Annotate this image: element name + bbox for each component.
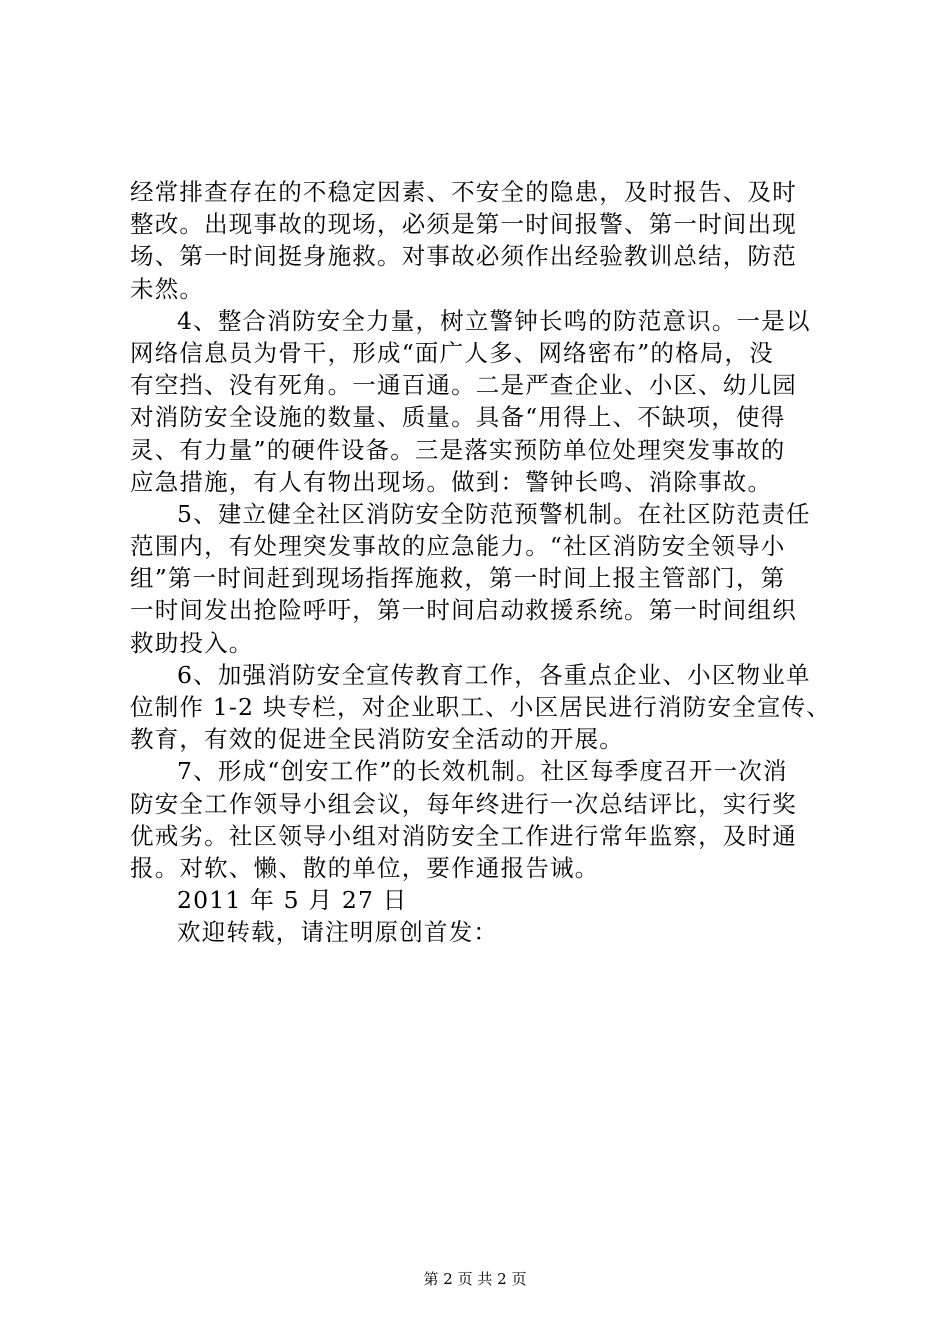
text-line: 网络信息员为骨干，形成“面广人多、网络密布”的格局，没 (130, 338, 774, 367)
text-line: 整改。出现事故的现场，必须是第一时间报警、第一时间出现 (130, 210, 797, 239)
text-line: 报。对软、懒、散的单位，要作通报告诫。 (130, 853, 600, 882)
text-line: 有空挡、没有死角。一通百通。二是严查企业、小区、幼儿园 (130, 371, 797, 400)
document-body (130, 176, 831, 949)
text-line: 对消防安全设施的数量、质量。具备“用得上、不缺项，使得 (130, 403, 786, 432)
text-line: 经常排查存在的不稳定因素、不安全的隐患，及时报告、及时 (130, 178, 797, 206)
text-line: 组”第一时间赶到现场指挥施救，第一时间上报主管部门，第 (130, 564, 786, 593)
text-line: 应急措施，有人有物出现场。做到：警钟长鸣、消除事故。 (130, 467, 773, 496)
text-line: 优戒劣。社区领导小组对消防安全工作进行常年监察，及时通 (130, 821, 797, 850)
text-line: 场、第一时间挺身施救。对事故必须作出经验教训总结，防范 (130, 242, 797, 271)
text-line: 4、整合消防安全力量，树立警钟长鸣的防范意识。一是以 (177, 306, 811, 335)
text-line: 救助投入。 (130, 628, 254, 657)
text-line: 欢迎转载，请注明原创首发： (177, 918, 499, 947)
text-line: 6、加强消防安全宣传教育工作，各重点企业、小区物业单 (177, 660, 811, 689)
text-line: 一时间发出抢险呼吁，第一时间启动救援系统。第一时间组织 (130, 596, 797, 625)
text-line: 7、形成“创安工作”的长效机制。社区每季度召开一次消 (177, 757, 788, 786)
text-line: 教育，有效的促进全民消防安全活动的开展。 (130, 725, 624, 754)
page-footer: 第 2 页 共 2 页 (423, 1270, 527, 1288)
text-line: 灵、有力量”的硬件设备。三是落实预防单位处理突发事故的 (130, 435, 786, 464)
text-line: 未然。 (130, 274, 205, 303)
text-line: 5、建立健全社区消防安全防范预警机制。在社区防范责任 (177, 499, 811, 528)
text-line: 位制作 1-2 块专栏，对企业职工、小区居民进行消防安全宣传、 (130, 693, 831, 721)
text-line: 范围内，有处理突发事故的应急能力。“社区消防安全领导小 (130, 532, 786, 561)
text-line: 防安全工作领导小组会议，每年终进行一次总结评比，实行奖 (130, 789, 797, 818)
text-line: 2011 年 5 月 27 日 (177, 886, 408, 915)
